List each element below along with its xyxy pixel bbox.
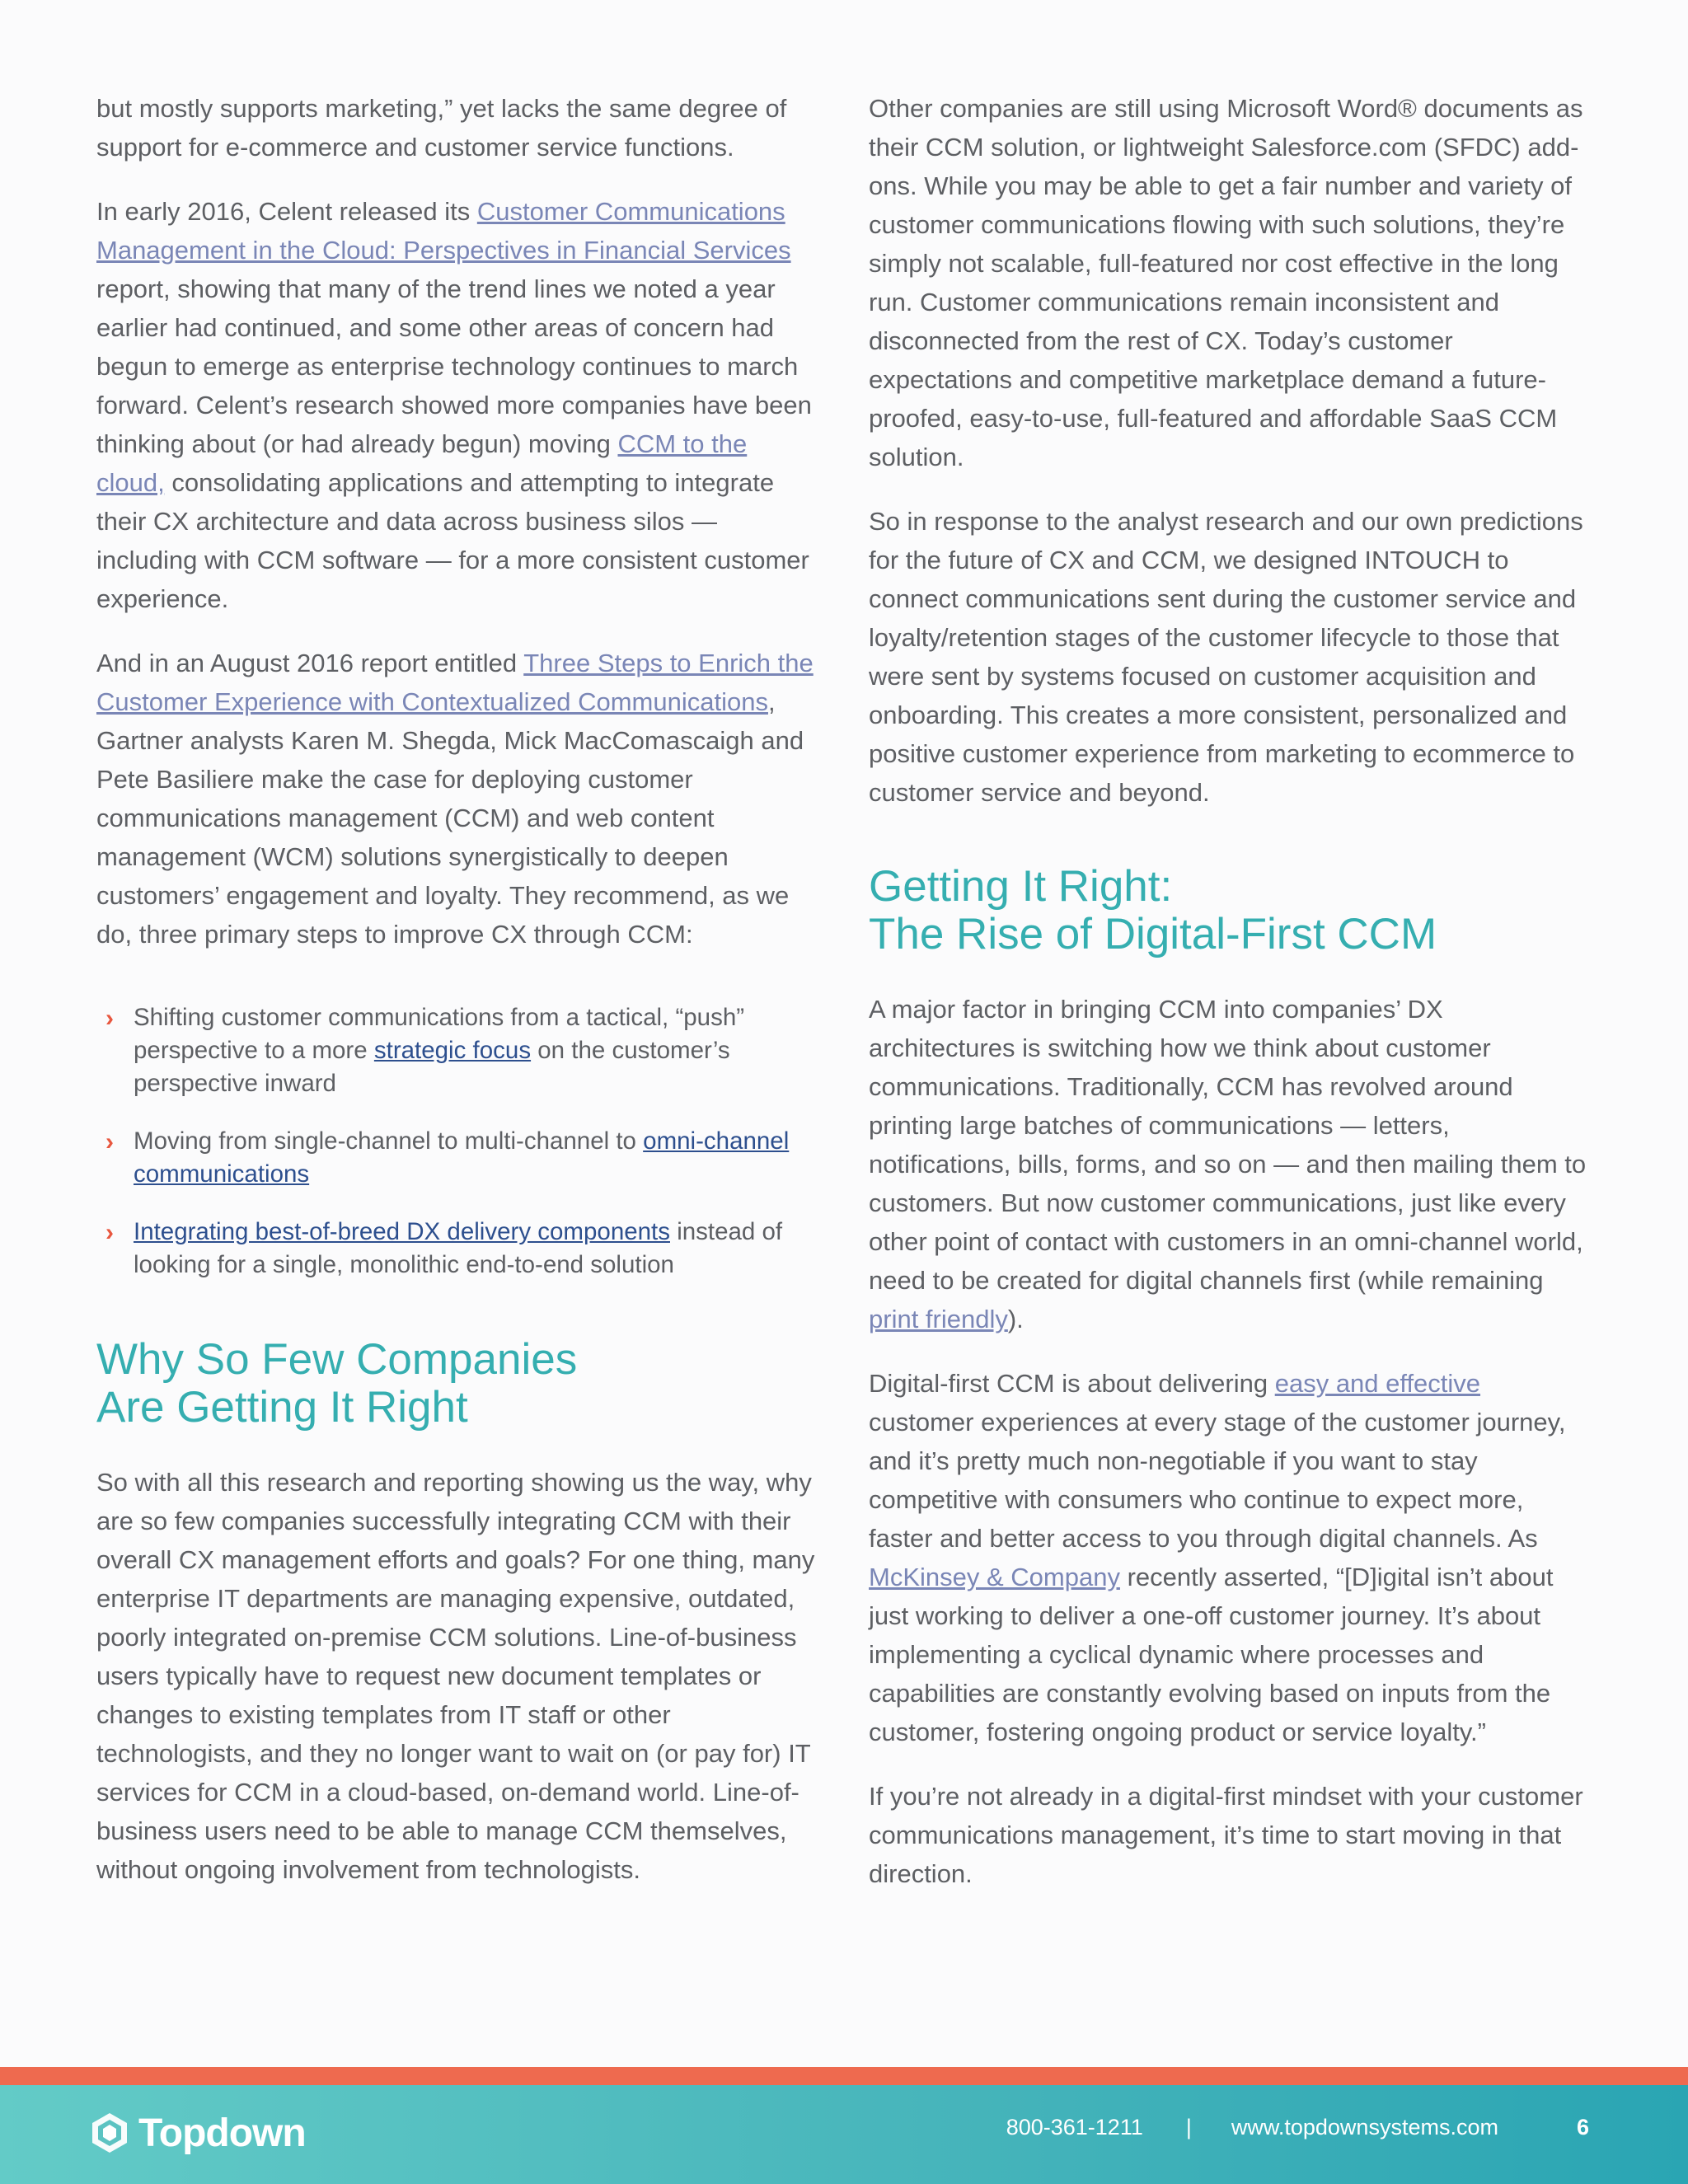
omni-channel-link[interactable]: omni-channel communications (134, 1127, 790, 1188)
section-heading (869, 863, 1592, 958)
list-item (106, 1125, 818, 1191)
text: recently asserted, “[D]igital isn’t about just working to deliver a one-off customer journey. It’s about implementing a cyclical dynamic where processes and capabilities are constantly evolving based on inputs from the customer, fostering ongoing product or service loyalty.” (869, 1563, 1554, 1746)
text: , Gartner analysts Karen M. Shegda, Mick MacComascaigh and Pete Basiliere make the case for deploying customer communications management (CCM) and web content management (WCM) solutions synergistically to deepen customers’ engagement and loyalty. They recommend, as we do, three primary steps to improve CX through CCM: (96, 687, 804, 949)
left-column (96, 89, 818, 1915)
text: ). (1007, 1305, 1024, 1333)
heading-line: Why So Few Companies (96, 1335, 578, 1384)
print-friendly-link[interactable]: print friendly (869, 1305, 1008, 1333)
text: consolidating applications and attempting to integrate their CX architecture and data across business silos — including with CCM software — for a more consistent customer experience. (96, 468, 809, 613)
text: report, showing that many of the trend lines we noted a year earlier had continued, and some other areas of concern had begun to emerge as enterprise technology continues to march forward. Celent’s research showed more companies have been thinking about (or had already begun) moving (96, 274, 812, 458)
heading-line: The Rise of Digital-First CCM (869, 910, 1437, 958)
paragraph: but mostly supports marketing,” yet lacks the same degree of support for e-commerce and customer service functions. (96, 94, 787, 162)
footer-info (1006, 2115, 1589, 2140)
website-link[interactable]: www.topdownsystems.com (1231, 2115, 1498, 2139)
paragraph (96, 192, 818, 618)
text: Digital-first CCM is about delivering (869, 1369, 1275, 1398)
easy-effective-link[interactable]: easy and effective (1274, 1369, 1481, 1398)
phone-number[interactable]: 800-361-1211 (1006, 2115, 1143, 2139)
paragraph: If you’re not already in a digital-first mindset with your customer communications management, it’s time to start moving in that direction. (869, 1782, 1583, 1888)
text: And in an August 2016 report entitled (96, 649, 524, 677)
text: In early 2016, Celent released its (96, 197, 477, 226)
list-item (106, 1001, 818, 1100)
page-number: 6 (1576, 2115, 1589, 2139)
paragraph (869, 1364, 1592, 1751)
chevron-right-icon: › (106, 1005, 114, 1032)
list-item (106, 1216, 818, 1282)
heading-line: Getting It Right: (869, 862, 1173, 911)
paragraph (869, 990, 1592, 1338)
dx-components-link[interactable]: Integrating best-of-breed DX delivery components (134, 1218, 670, 1245)
text: Shifting customer communications from a tactical, “push” perspective to a more (134, 1004, 745, 1064)
mckinsey-link[interactable]: McKinsey & Company (869, 1563, 1120, 1591)
right-column (869, 89, 1592, 1919)
paragraph: Other companies are still using Microsoft Word® documents as their CCM solution, or lightweight Salesforce.com (SFDC) add-ons. While you may be able to get a fair number and variety of customer communications flowing with such solutions, they’re simply not scalable, full-featured nor cost effective in the long run. Customer communications remain inconsistent and disconnected from the rest of CX. Today’s customer expectations and competitive marketplace demand a future-proofed, easy-to-use, full-featured and affordable SaaS CCM solution. (869, 94, 1583, 471)
page-footer (0, 2067, 1688, 2184)
text: on the customer’s perspective inward (134, 1037, 730, 1097)
chevron-right-icon: › (106, 1128, 114, 1155)
logo-wordmark: Topdown (138, 2111, 306, 2155)
chevron-right-icon: › (106, 1219, 114, 1246)
celent-report-link[interactable]: Customer Communications Management in the Cloud: Perspectives in Financial Services (96, 197, 791, 265)
strategic-focus-link[interactable]: strategic focus (373, 1037, 532, 1064)
steps-list (96, 1001, 818, 1282)
text: customer experiences at every stage of the customer journey, and it’s pretty much non-negotiable if you want to stay competitive with consumers who continue to expect more, faster and better access to you through digital channels. As (869, 1408, 1566, 1553)
topdown-logo[interactable] (91, 2108, 306, 2158)
separator: | (1185, 2115, 1192, 2139)
ccm-to-cloud-link[interactable]: CCM to the cloud, (96, 429, 748, 497)
footer-band (0, 2085, 1688, 2184)
text: A major factor in bringing CCM into companies’ DX architectures is switching how we think about customer communications. Traditionally, CCM has revolved around printing large batches of communications — letters, notifications, bills, forms, and so on — and then mailing them to customers. But now customer communications, just like every other point of contact with customers in an omni-channel world, need to be created for digital channels first (while remaining (869, 995, 1587, 1295)
footer-accent-stripe (0, 2067, 1688, 2085)
heading-line: Are Getting It Right (96, 1383, 468, 1432)
text: Moving from single-channel to multi-channel to (134, 1127, 644, 1155)
paragraph: So in response to the analyst research and our own predictions for the future of CX and CCM, we designed INTOUCH to connect communications sent during the customer service and loyalty/retention stages of the customer lifecycle to those that were sent by systems focused on customer acquisition and onboarding. This creates a more consistent, personalized and positive customer experience from marketing to ecommerce to customer service and beyond. (869, 507, 1583, 807)
section-heading (96, 1336, 818, 1432)
text: instead of looking for a single, monolithic end-to-end solution (134, 1218, 783, 1278)
paragraph: So with all this research and reporting showing us the way, why are so few companies successfully integrating CCM with their overall CX management efforts and goals? For one thing, many enterprise IT departments are managing expensive, outdated, poorly integrated on-premise CCM solutions. Line-of-business users typically have to request new document templates or changes to existing templates from IT staff or other technologists, and they no longer want to wait on (or pay for) IT services for CCM in a cloud-based, on-demand world. Line-of-business users need to be able to manage CCM themselves, without ongoing involvement from technologists. (96, 1468, 815, 1884)
topdown-logo-icon (91, 2111, 129, 2154)
paragraph (96, 644, 818, 954)
gartner-report-link[interactable]: Three Steps to Enrich the Customer Experience with Contextualized Communications (96, 649, 814, 716)
